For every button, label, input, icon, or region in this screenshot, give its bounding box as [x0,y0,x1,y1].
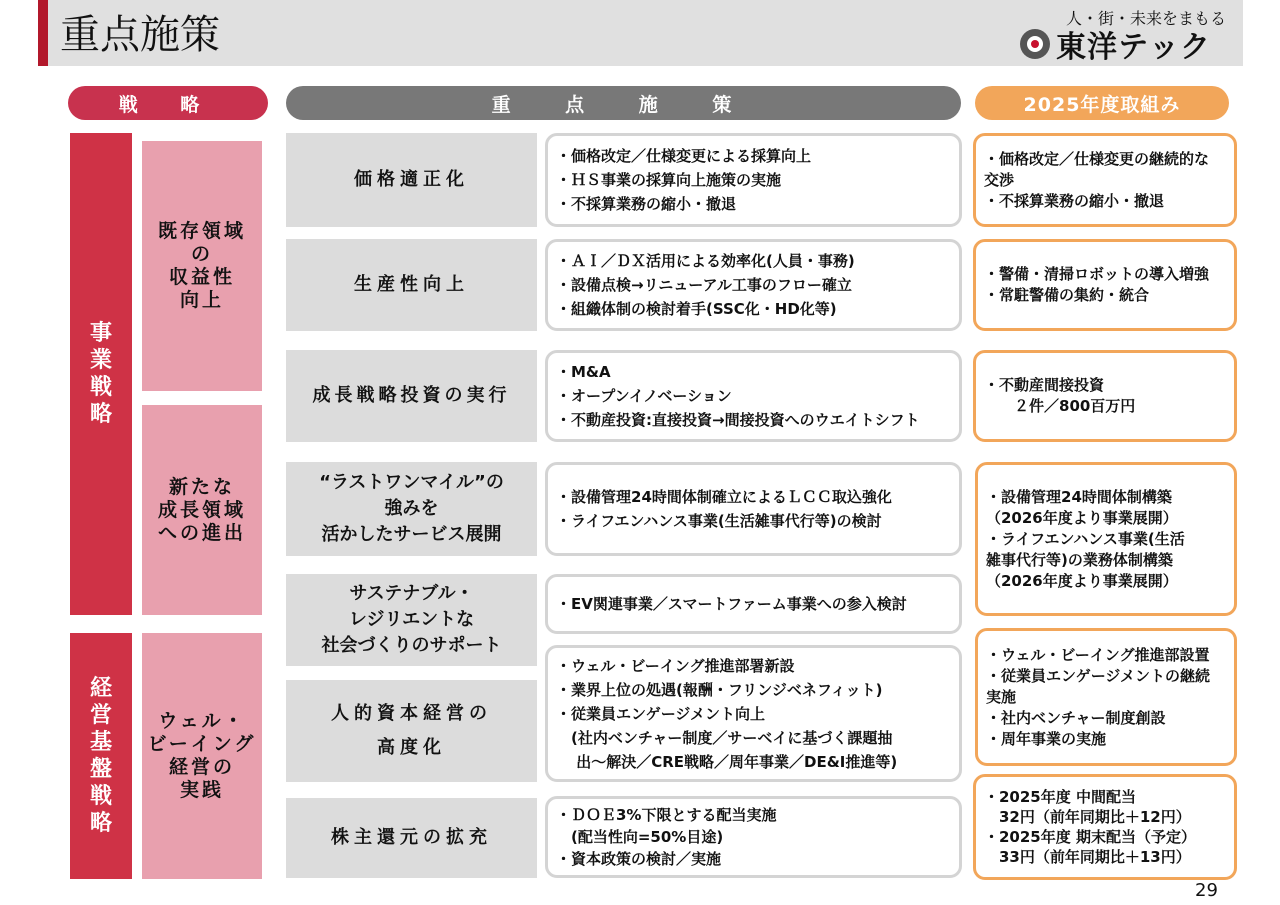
detail-line: ・M&A [556,363,611,381]
detail-line: (社内ベンチャー制度／サーベイに基づく課題抽 [556,728,893,747]
detail-line: ・従業員エンゲージメント向上 [556,704,765,723]
detail-line: ・オープンイノベーション [556,387,732,405]
detail-line: ・不動産投資:直接投資→間接投資へのウエイトシフト [556,411,920,429]
y2025-line: ・設備管理24時間体制構築 [986,487,1172,506]
initiative-details [545,239,962,331]
strategy-existing-domain: 既存領域 の 収益性 向上 [142,141,262,391]
y2025-line: ・2025年度 中間配当 [984,788,1136,806]
y2025-line: 交渉 [984,170,1015,189]
detail-line: 出～解決／CRE戦略／周年事業／DE&I推進等) [556,752,898,771]
category-business-strategy: 事 業 戦 略 [70,133,132,615]
page-title: 重点施策 [60,12,220,58]
initiative-title: サステナブル・ レジリエントな 社会づくりのサポート [286,574,537,666]
y2025-line: ・周年事業の実施 [986,729,1107,748]
detail-line: ・組織体制の検討着手(SSC化・HD化等) [556,300,837,318]
detail-line: ・価格改定／仕様変更による採算向上 [556,147,812,165]
y2025-line: ・ライフエンハンス事業(生活 [986,529,1185,548]
initiative-details [545,645,962,782]
detail-line: ・EV関連事業／スマートファーム事業への参入検討 [556,595,907,613]
detail-line: ・設備点検→リニューアル工事のフロー確立 [556,276,852,294]
strategy-wellbeing: ウェル・ ビーイング 経営の 実践 [142,633,262,879]
y2025-line: ２件／800百万円 [984,397,1136,415]
strategy-new-growth-domain: 新たな 成長領域 への進出 [142,405,262,615]
initiatives-column-header: 重 点 施 策 [286,86,961,120]
y2025-line: 33円（前年同期比＋13円） [984,848,1191,866]
y2025-line: ・従業員エンゲージメントの継続 [986,666,1210,685]
detail-line: ・ウェル・ビーイング推進部署新設 [556,656,795,675]
y2025-details [973,350,1237,442]
detail-line: ・業界上位の処遇(報酬・フリンジベネフィット) [556,680,883,699]
logo-mark-icon [1020,29,1050,59]
y2025-line: 実施 [986,687,1017,706]
y2025-line: ・警備・清掃ロボットの導入増強 [984,265,1210,283]
logo-text: 東洋テック [1056,30,1211,65]
y2025-line: ・常駐警備の集約・統合 [984,286,1150,304]
initiative-title: 成長戦略投資の実行 [286,350,537,442]
initiative-details [545,796,962,878]
y2025-column-header: 2025年度取組み [975,86,1229,120]
y2025-line: （2026年度より事業展開） [986,508,1178,527]
y2025-line: ・不動産間接投資 [984,376,1105,394]
y2025-line: 32円（前年同期比＋12円） [984,808,1191,826]
initiative-details [545,574,962,634]
y2025-line: ・価格改定／仕様変更の継続的な [984,149,1210,168]
strategy-column-header: 戦 略 [68,86,268,120]
initiative-details [545,133,962,227]
initiative-title: 価格適正化 [286,133,537,227]
y2025-details [975,462,1237,616]
y2025-line: （2026年度より事業展開） [986,571,1178,590]
y2025-details [973,133,1237,227]
y2025-line: ・ウェル・ビーイング推進部設置 [986,645,1210,664]
initiative-title: “ラストワンマイル”の 強みを 活かしたサービス展開 [286,462,537,556]
header-accent [38,0,48,66]
y2025-details [973,239,1237,331]
y2025-line: ・社内ベンチャー制度創設 [986,708,1166,727]
detail-line: ・設備管理24時間体制確立によるＬＣＣ取込強化 [556,488,892,506]
category-management-strategy: 経 営 基 盤 戦 略 [70,633,132,879]
detail-line: ・ＨＳ事業の採算向上施策の実施 [556,171,782,189]
page-number: 29 [1195,880,1218,901]
detail-line: ・ライフエンハンス事業(生活雑事代行等)の検討 [556,512,882,530]
y2025-details [975,628,1237,766]
initiative-title: 生産性向上 [286,239,537,331]
y2025-line: ・不採算業務の縮小・撤退 [984,191,1165,210]
y2025-details [973,774,1237,880]
tagline: 人・街・未来をまもる [1066,9,1227,28]
y2025-line: 雑事代行等)の業務体制構築 [986,550,1173,569]
initiative-details [545,350,962,442]
initiative-title: 人的資本経営の 高度化 [286,680,537,782]
detail-line: (配当性向=50%目途) [556,828,724,846]
y2025-line: ・2025年度 期末配当（予定） [984,828,1196,846]
detail-line: ・ＡＩ／ＤＸ活用による効率化(人員・事務) [556,252,855,270]
initiative-details [545,462,962,556]
company-logo [1020,26,1211,65]
detail-line: ・ＤＯＥ3%下限とする配当実施 [556,806,777,824]
initiative-title: 株主還元の拡充 [286,798,537,878]
detail-line: ・不採算業務の縮小・撤退 [556,195,737,213]
detail-line: ・資本政策の検討／実施 [556,850,722,868]
